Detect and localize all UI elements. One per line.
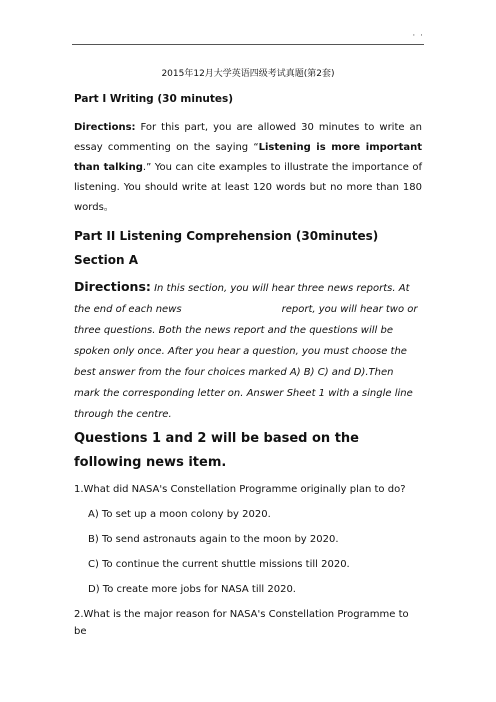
listening-directions-text-b: report, you will hear two or three questions. Both the news report and the questions will be spoken only once. After you hear a question, you must choose the best answer from the four choices marked A) B) C) and D).Then mark the corresponding letter on. Answer Sheet 1 with a single line through the centre. <box>74 304 418 420</box>
part2-heading: Part II Listening Comprehension (30minutes) <box>74 229 379 243</box>
writing-directions-label: Directions: <box>74 122 136 133</box>
listening-directions-label: Directions: <box>74 279 151 294</box>
writing-directions-text-b: .” You can cite examples to illustrate the importance of listening. You should write at least 120 words but no more than 180 words。 <box>74 162 423 213</box>
listening-directions-text-a: In this section, you will hear three news reports. At the end of each news <box>74 283 410 315</box>
listening-directions <box>74 276 422 425</box>
header-rule <box>72 44 424 45</box>
question-2: 2.What is the major reason for NASA's Constellation Programme to be <box>74 609 409 637</box>
writing-directions <box>74 118 422 218</box>
page-title: 2015年12月大学英语四级考试真题(第2套) <box>161 69 335 79</box>
page-content <box>74 62 422 648</box>
question-1-option-b: B) To send astronauts again to the moon by 2020. <box>88 534 339 545</box>
section-a-heading: Section A <box>74 253 138 267</box>
header-mark: · · <box>412 31 424 41</box>
question-1: 1.What did NASA's Constellation Programme originally plan to do? <box>74 484 406 495</box>
question-1-option-d: D) To create more jobs for NASA till 2020. <box>88 584 296 595</box>
writing-saying: Listening is more important than talking <box>74 142 422 173</box>
writing-directions-text-a: For this part, you are allowed 30 minutes to write an essay commenting on the saying “ <box>74 122 422 153</box>
question-1-option-c: C) To continue the current shuttle missions till 2020. <box>88 559 350 570</box>
question-1-option-a: A) To set up a moon colony by 2020. <box>88 509 271 520</box>
part1-heading: Part I Writing (30 minutes) <box>74 93 234 105</box>
questions-heading: Questions 1 and 2 will be based on the following news item. <box>74 431 359 470</box>
